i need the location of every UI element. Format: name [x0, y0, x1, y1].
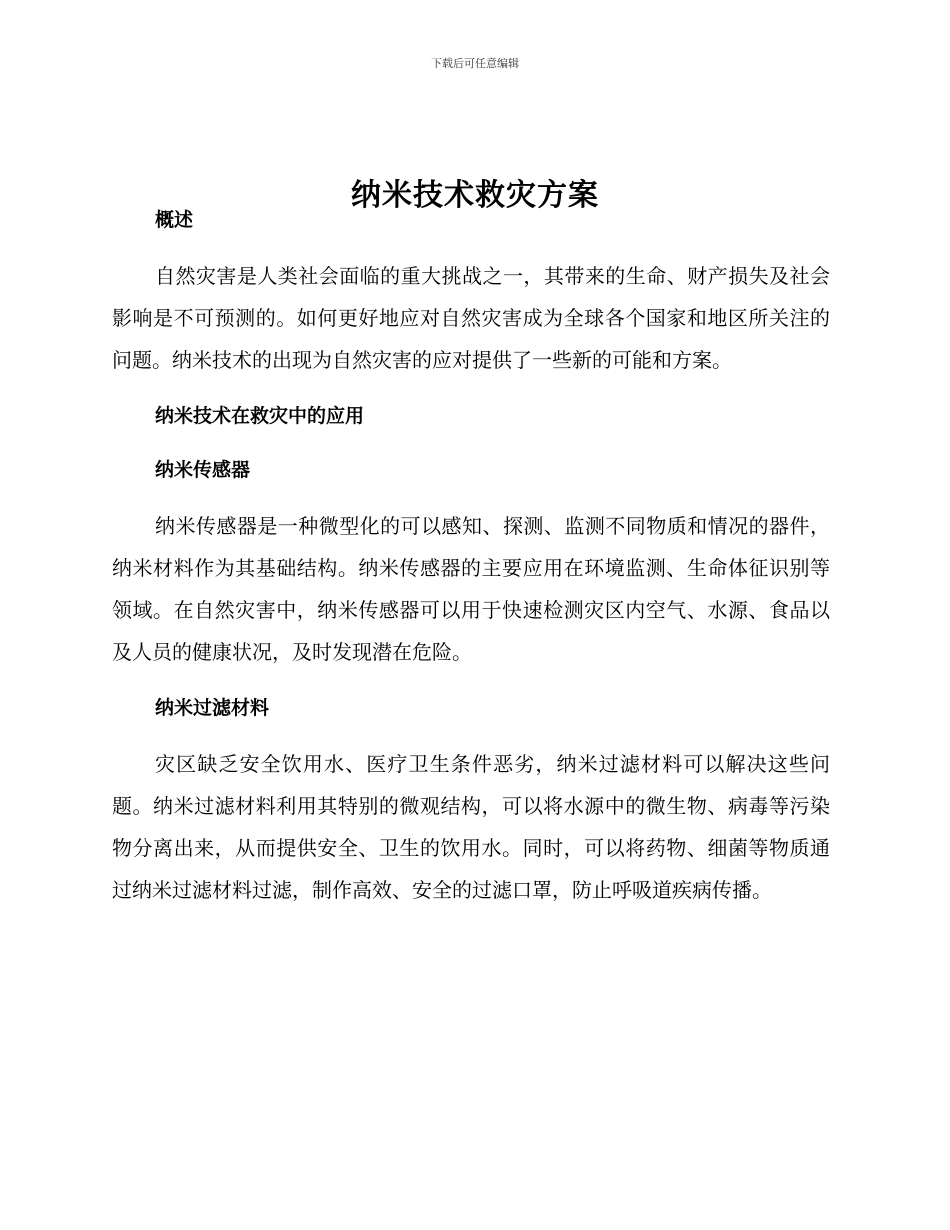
paragraph-overview: 自然灾害是人类社会面临的重大挑战之一，其带来的生命、财产损失及社会影响是不可预测的。如何更好地应对自然灾害成为全球各个国家和地区所关注的问题。纳米技术的出现为自然灾害的应对提供了一些新的可能和方案。 [112, 264, 830, 372]
document-title: 纳米技术救灾方案 [351, 178, 599, 214]
document-body [112, 205, 830, 911]
section-heading-nano-filter: 纳米过滤材料 [155, 697, 270, 719]
paragraph-nano-filter: 灾区缺乏安全饮用水、医疗卫生条件恶劣，纳米过滤材料可以解决这些问题。纳米过滤材料利用其特别的微观结构，可以将水源中的微生物、病毒等污染物分离出来，从而提供安全、卫生的饮用水。同时，可以将药物、细菌等物质通过纳米过滤材料过滤，制作高效、安全的过滤口罩，防止呼吸道疾病传播。 [112, 752, 830, 902]
section-heading-applications: 纳米技术在救灾中的应用 [155, 405, 365, 427]
section-heading-overview: 概述 [155, 209, 194, 231]
header-note: 下载后可任意编辑 [431, 57, 519, 70]
paragraph-nano-sensor: 纳米传感器是一种微型化的可以感知、探测、监测不同物质和情况的器件，纳米材料作为其基础结构。纳米传感器的主要应用在环境监测、生命体征识别等领域。在自然灾害中，纳米传感器可以用于快速检测灾区内空气、水源、食品以及人员的健康状况，及时发现潜在危险。 [112, 514, 830, 664]
section-heading-nano-sensor: 纳米传感器 [155, 459, 251, 481]
